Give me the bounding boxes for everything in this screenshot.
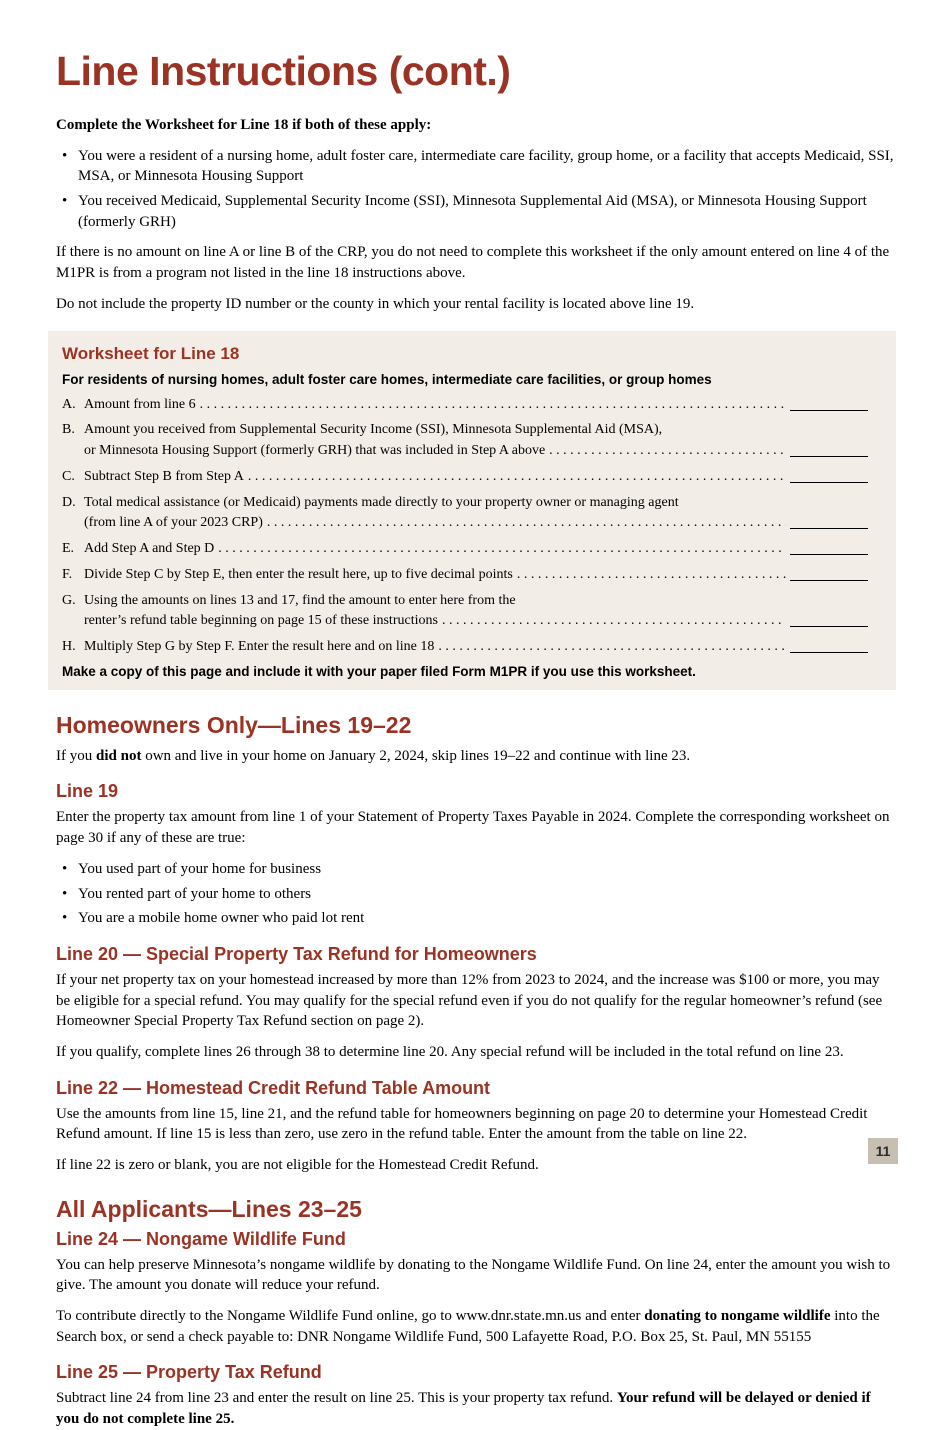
text-run: into the Search box, or send a check payable to: DNR Nongame Wildlife Fund, 500 Lafayette Road, P.O. Box 25, St. Paul, MN 55155 [56, 1308, 880, 1345]
entry-blank [790, 410, 868, 411]
row-letter: C. [62, 468, 75, 484]
line22-paragraph-2: If line 22 is zero or blank, you are not eligible for the Homestead Credit Refund. [56, 1157, 539, 1173]
bullet-text: You used part of your home for business [78, 860, 322, 877]
row-letter: F. [62, 566, 73, 582]
bullet-item [56, 908, 896, 929]
subsection-heading-line19: Line 19 [56, 781, 119, 802]
line24-paragraph-2 [56, 1306, 896, 1347]
entry-blank [790, 652, 868, 653]
text-run: If you [56, 747, 96, 764]
bullet-item [56, 884, 896, 905]
subsection-heading-line22: Line 22 — Homestead Credit Refund Table Amount [56, 1077, 491, 1098]
line20-paragraph-2: If you qualify, complete lines 26 through 38 to determine line 20. Any special refund will be included in the total refund on line 23. [56, 1043, 844, 1060]
worksheet-row-e [62, 540, 868, 559]
section-heading-all-applicants: All Applicants—Lines 23–25 [56, 1195, 362, 1222]
worksheet-row-a [62, 396, 868, 415]
dotted-leader [218, 540, 786, 559]
worksheet-subtitle: For residents of nursing homes, adult foster care homes, intermediate care facilities, or group homes [62, 371, 712, 387]
row-letter: E. [62, 541, 75, 556]
entry-blank [790, 554, 868, 555]
row-label-line1: Amount you received from Supplemental Security Income (SSI), Minnesota Supplemental Aid (MSA), [84, 422, 663, 438]
worksheet-row-c [62, 468, 868, 487]
bullet-text: You were a resident of a nursing home, adult foster care, intermediate care facility, group home, or a facility that accepts Medicaid, SSI, MSA, or Minnesota Housing Support [78, 147, 894, 185]
worksheet-footer: Make a copy of this page and include it with your paper filed Form M1PR if you use this worksheet. [62, 663, 696, 679]
dotted-leader [549, 442, 786, 461]
worksheet-row-h [62, 638, 868, 657]
text-run-bold: did not [96, 747, 142, 764]
entry-blank [790, 482, 868, 483]
bullet-marker-icon [56, 859, 78, 880]
text-run: To contribute directly to the Nongame Wildlife Fund online, go to www.dnr.state.mn.us and enter [56, 1308, 645, 1325]
bullet-item [56, 146, 896, 187]
section-heading-homeowners: Homeowners Only—Lines 19–22 [56, 711, 412, 738]
row-label: renter’s refund table beginning on page 15 of these instructions [84, 613, 438, 629]
dotted-leader [442, 612, 786, 631]
row-label: Add Step A and Step D [84, 541, 215, 556]
intro-lead: Complete the Worksheet for Line 18 if both of these apply: [56, 117, 432, 133]
row-letter: H. [62, 639, 76, 654]
subsection-heading-line24: Line 24 — Nongame Wildlife Fund [56, 1228, 346, 1249]
worksheet-row-d [62, 494, 868, 534]
dotted-leader [438, 638, 786, 657]
subsection-heading-line25: Line 25 — Property Tax Refund [56, 1362, 322, 1383]
bullet-item [56, 191, 896, 232]
row-label-line1: Using the amounts on lines 13 and 17, find the amount to enter here from the [84, 592, 516, 608]
intro-paragraph-2: Do not include the property ID number or the county in which your rental facility is located above line 19. [56, 295, 695, 312]
bullet-marker-icon [56, 191, 78, 232]
text-run-bold: donating to nongame wildlife [644, 1308, 831, 1325]
entry-blank [790, 528, 868, 529]
line19-bullet-list [56, 859, 896, 929]
row-letter: B. [62, 422, 75, 438]
intro-bullet-list [56, 146, 896, 233]
bullet-marker-icon [56, 908, 78, 929]
entry-blank [790, 456, 868, 457]
worksheet-row-g [62, 592, 868, 632]
worksheet-row-b [62, 421, 868, 461]
intro-paragraph-1: If there is no amount on line A or line B of the CRP, you do not need to complete this worksheet if the only amount entered on line 4 of the M1PR is from a program not listed in the line 18 instructions above. [56, 244, 890, 282]
dotted-leader [200, 396, 786, 415]
bullet-marker-icon [56, 146, 78, 187]
entry-blank [790, 580, 868, 581]
bullet-text: You are a mobile home owner who paid lot rent [78, 910, 365, 927]
dotted-leader [267, 514, 786, 533]
worksheet-box [48, 331, 896, 690]
dotted-leader [517, 566, 786, 585]
line24-paragraph-1: You can help preserve Minnesota’s nongame wildlife by donating to the Nongame Wildlife Fund. On line 24, enter the amount you wish to give. The amount you donate will reduce your refund. [56, 1256, 891, 1294]
entry-blank [790, 626, 868, 627]
text-run-bold: Your refund will be delayed or denied if you do not complete line 25. [56, 1390, 871, 1428]
line19-paragraph: Enter the property tax amount from line 1 of your Statement of Property Taxes Payable in 2024. Complete the corresponding worksheet on page 30 if any of these are true: [56, 809, 890, 847]
text-run: own and live in your home on January 2, 2024, skip lines 19–22 and continue with line 23. [141, 747, 691, 764]
row-label: Amount from line 6 [84, 396, 196, 412]
page-number-badge [868, 1138, 898, 1164]
row-letter: G. [62, 592, 76, 608]
page-number: 11 [875, 1143, 891, 1159]
row-label-line1: Total medical assistance (or Medicaid) payments made directly to your property owner or managing agent [84, 494, 679, 510]
bullet-item [56, 859, 896, 880]
subsection-heading-line20: Line 20 — Special Property Tax Refund for Homeowners [56, 943, 537, 964]
row-label: Multiply Step G by Step F. Enter the result here and on line 18 [84, 639, 435, 654]
row-label: or Minnesota Housing Support (formerly GRH) that was included in Step A above [84, 443, 546, 458]
row-letter: A. [62, 396, 76, 412]
page-title: Line Instructions (cont.) [56, 48, 511, 94]
homeowners-intro [56, 746, 896, 767]
row-label: Subtract Step B from Step A [84, 468, 244, 484]
dotted-leader [248, 468, 786, 487]
row-label: Divide Step C by Step E, then enter the result here, up to five decimal points [84, 566, 513, 582]
row-letter: D. [62, 494, 76, 510]
line20-paragraph-1: If your net property tax on your homestead increased by more than 12% from 2023 to 2024, and the increase was $100 or more, you may be eligible for a special refund. You may qualify for the special refund even if you do not qualify for the regular homeowner’s refund (see Homeowner Special Property Tax Refund section on page 2). [56, 971, 883, 1030]
row-label: (from line A of your 2023 CRP) [84, 515, 263, 531]
worksheet-title: Worksheet for Line 18 [62, 343, 240, 363]
worksheet-row-f [62, 566, 868, 585]
bullet-text: You received Medicaid, Supplemental Security Income (SSI), Minnesota Supplemental Aid (MSA), or Minnesota Housing Support (formerly GRH) [78, 193, 867, 230]
line25-paragraph [56, 1388, 896, 1429]
bullet-text: You rented part of your home to others [78, 885, 312, 902]
bullet-marker-icon [56, 884, 78, 905]
line22-paragraph-1: Use the amounts from line 15, line 21, and the refund table for homeowners beginning on page 20 to determine your Homestead Credit Refund amount. If line 15 is less than zero, use zero in the refund table. Enter the amount from the table on line 22. [56, 1105, 868, 1143]
text-run: Subtract line 24 from line 23 and enter the result on line 25. This is your property tax refund. [56, 1390, 617, 1407]
